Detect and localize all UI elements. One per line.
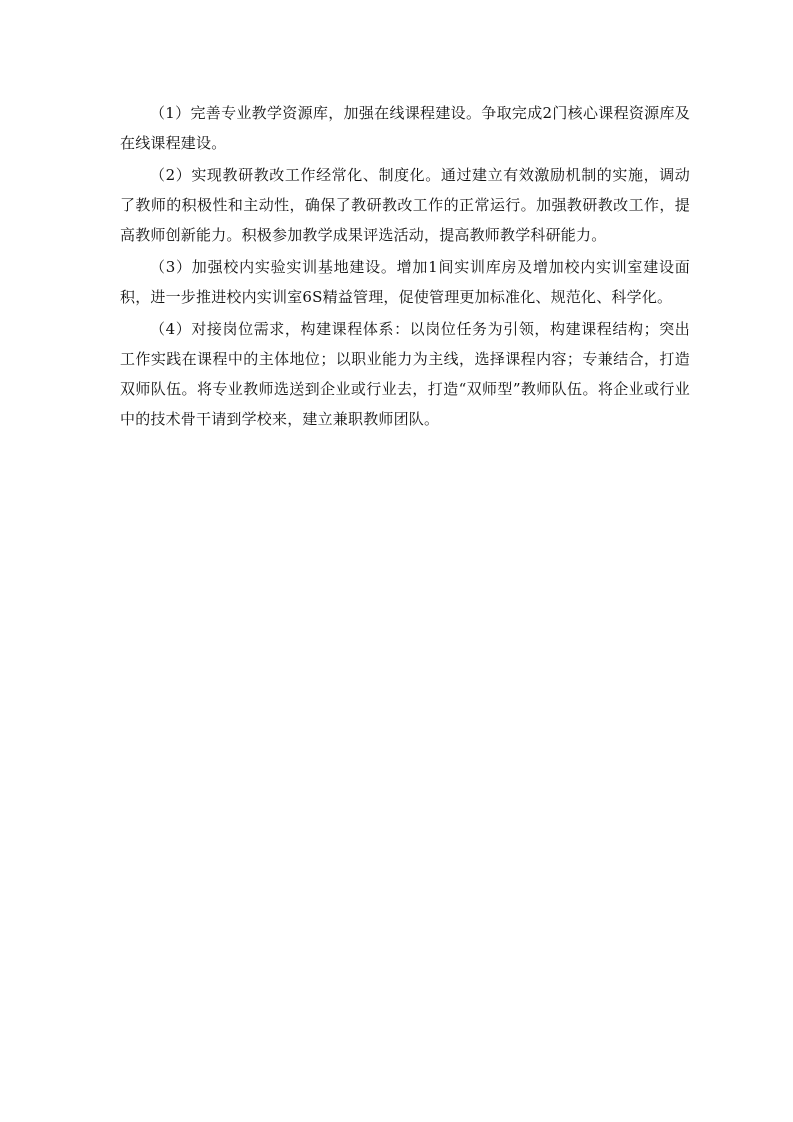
paragraph-3: （3）加强校内实验实训基地建设。增加1间实训库房及增加校内实训室建设面积，进一步推进校内实训室6S精益管理，促使管理更加标准化、规范化、科学化。 [120,258,690,306]
paragraph-4: （4）对接岗位需求，构建课程体系：以岗位任务为引领，构建课程结构；突出工作实践在课程中的主体地位；以职业能力为主线，选择课程内容；专兼结合，打造双师队伍。将专业教师选送到企业或行业去，打造“双师型”教师队伍。将企业或行业中的技术骨干请到学校来，建立兼职教师团队。 [120,320,690,428]
paragraph-2: （2）实现教研教改工作经常化、制度化。通过建立有效激励机制的实施，调动了教师的积极性和主动性，确保了教研教改工作的正常运行。加强教研教改工作，提高教师创新能力。积极参加教学成果评选活动，提高教师教学科研能力。 [120,166,690,244]
paragraph-1: （1）完善专业教学资源库，加强在线课程建设。争取完成2门核心课程资源库及在线课程建设。 [120,104,690,152]
document-body [120,98,690,436]
